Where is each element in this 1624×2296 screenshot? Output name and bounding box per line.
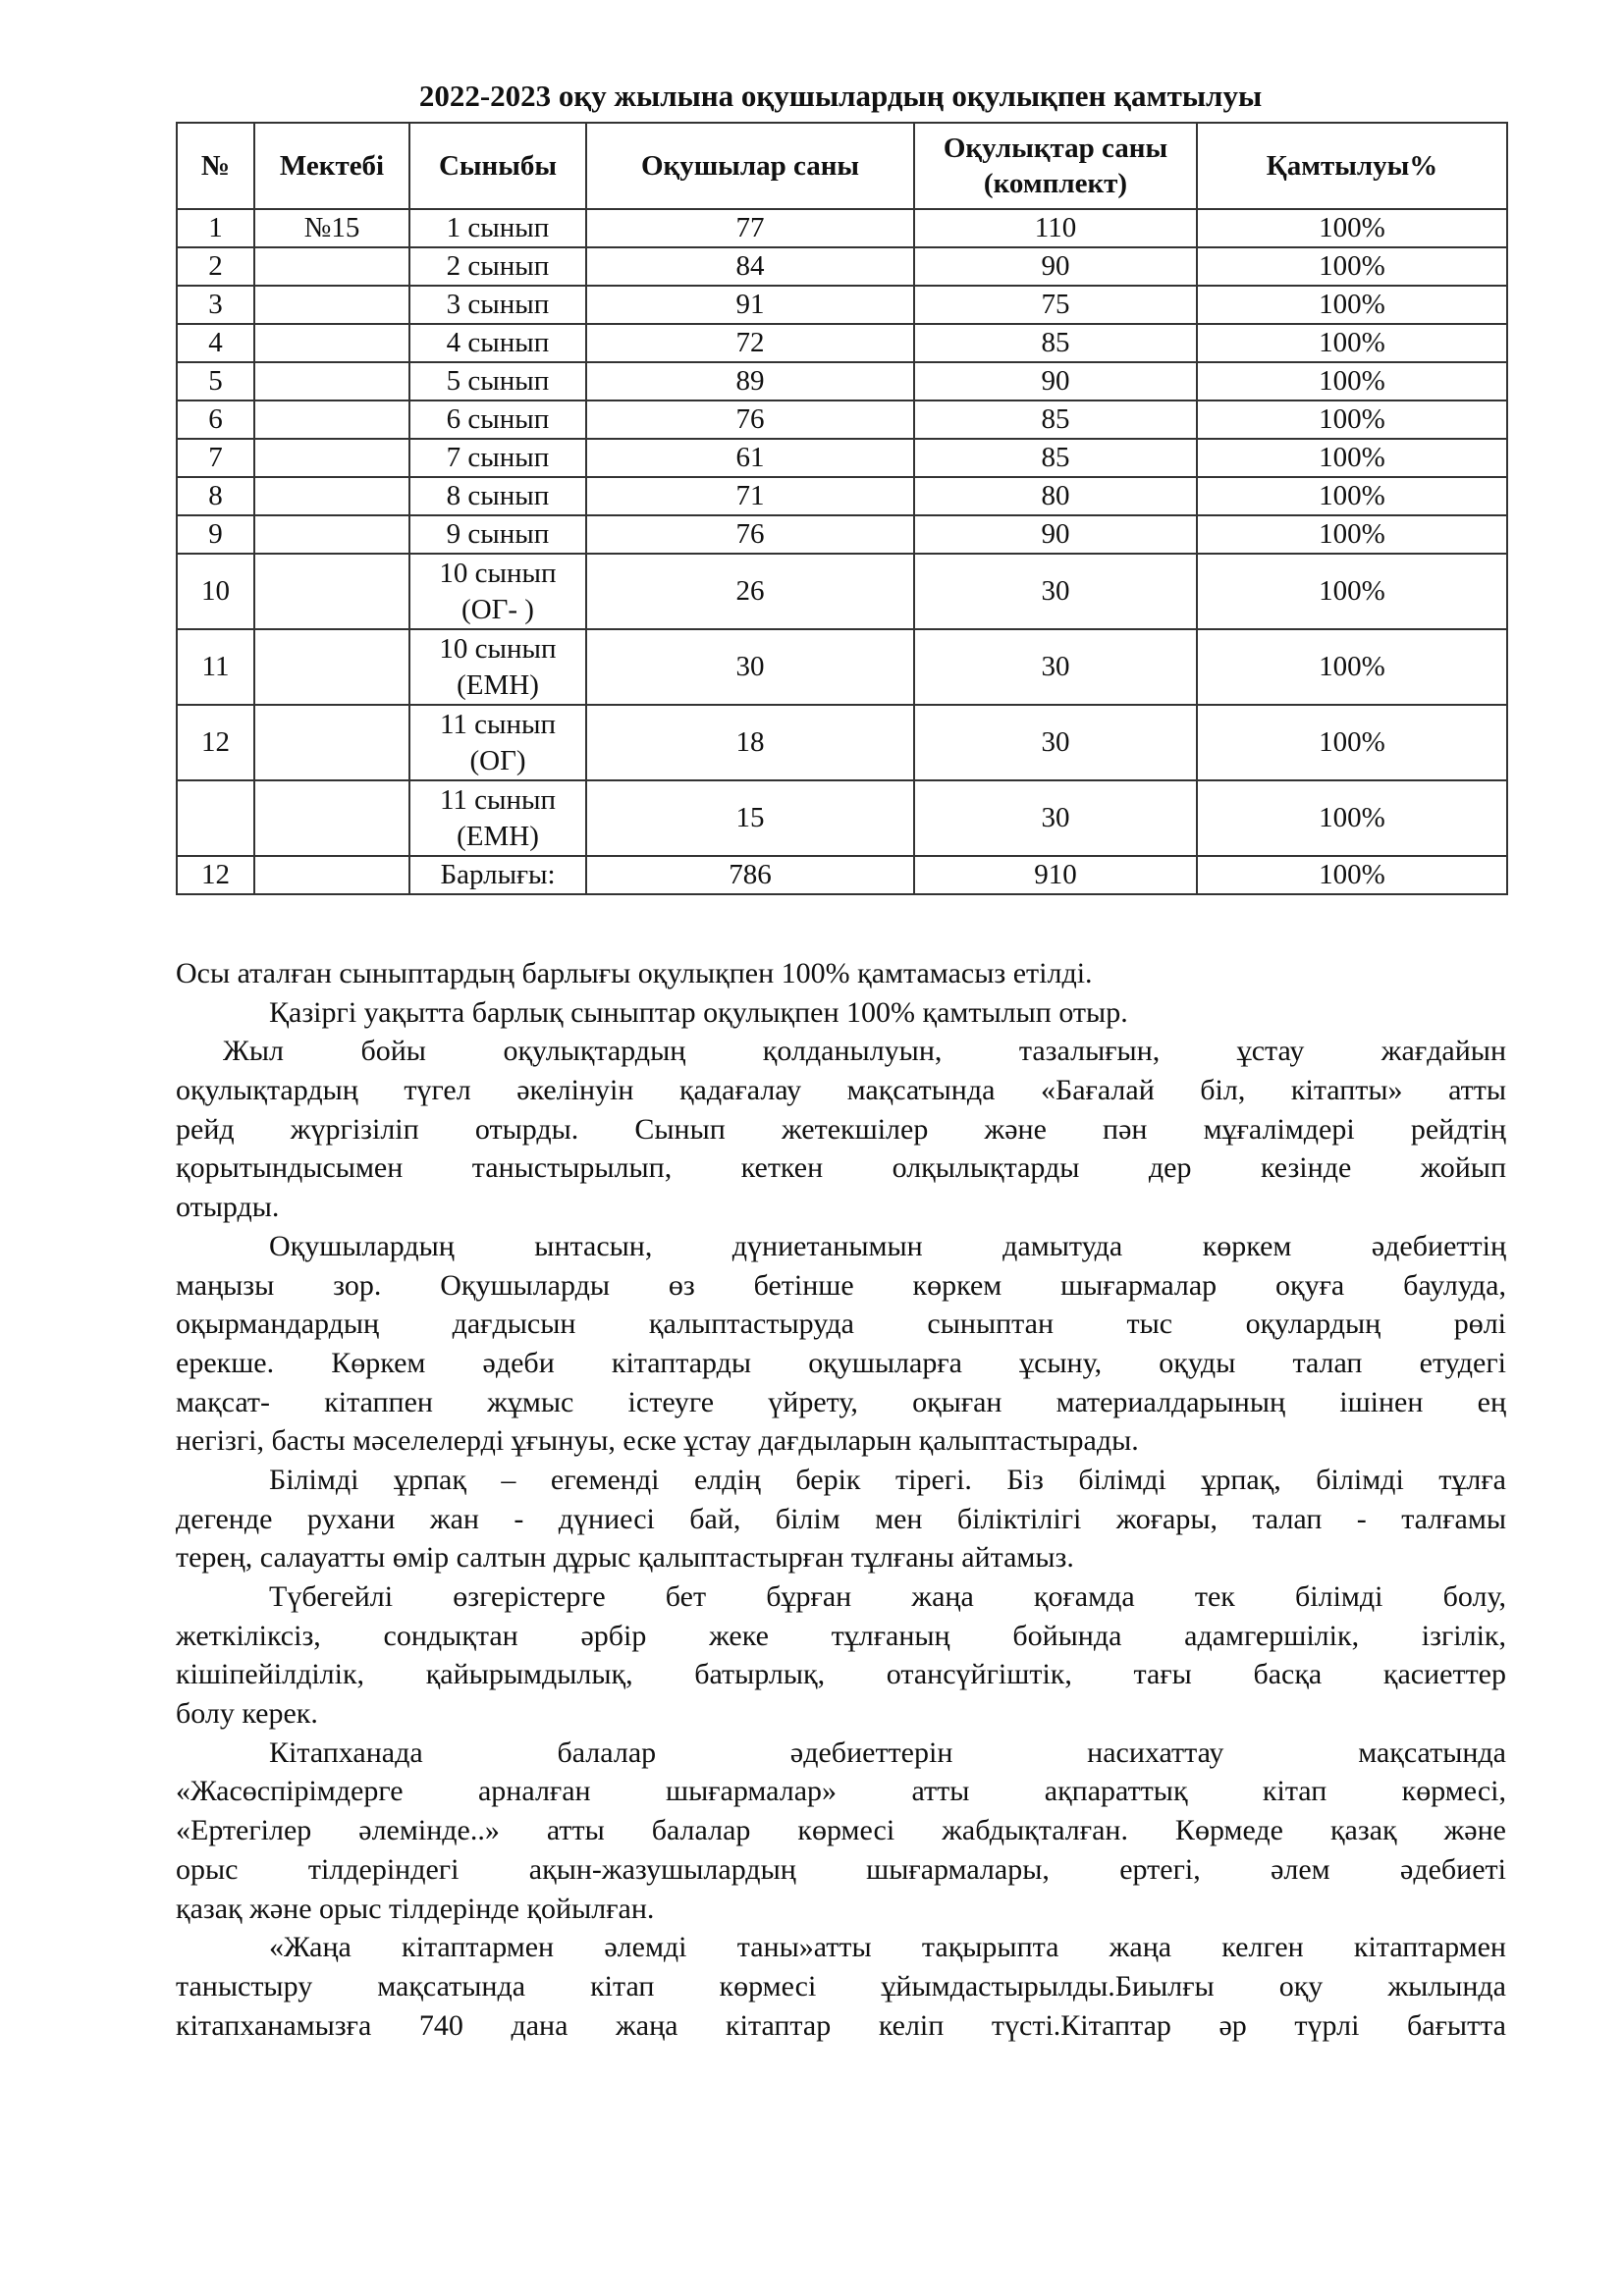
class-line1: 4 сынып: [446, 327, 550, 358]
body-line: Жыл бойы оқулықтардың қолданылуын, тазалығын, ұстау жағдайын: [223, 1035, 1506, 1068]
body-line: ерекше. Көркем әдеби кітаптарды оқушыларға ұсыну, оқуды талап етудегі: [176, 1346, 1506, 1379]
document-title: 2022-2023 оқу жылына оқушылардың оқулықпен қамтылуы: [418, 79, 1263, 113]
body-line: орыс тілдеріндегі ақын-жазушылардың шығармалары, ертегі, әлем әдебиеті: [176, 1852, 1506, 1886]
table-row: [177, 477, 1507, 515]
class-line1: 8 сынып: [446, 480, 550, 511]
cell-students: 77: [586, 209, 914, 247]
cell-school: [254, 629, 409, 705]
cell-coverage: 100%: [1197, 780, 1507, 856]
body-line: рейд жүргізіліп отырды. Сынып жетекшілер және пән мұғалімдері рейдтің: [176, 1112, 1506, 1146]
cell-students: 26: [586, 554, 914, 629]
cell-class: [409, 400, 586, 439]
cell-school: [254, 780, 409, 856]
cell-number: 8: [177, 477, 254, 515]
body-line: мақсат- кітаппен жұмыс істеуге үйрету, оқыған материалдарының ішінен ең: [176, 1385, 1506, 1418]
cell-school: [254, 439, 409, 477]
cell-class: [409, 780, 586, 856]
cell-number: 7: [177, 439, 254, 477]
table-total-row: [177, 856, 1507, 894]
class-line1: 5 сынып: [446, 365, 550, 397]
cell-class: [409, 324, 586, 362]
cell-number: 1: [177, 209, 254, 247]
cell-coverage: 100%: [1197, 324, 1507, 362]
body-line: Осы аталған сыныптардың барлығы оқулықпен 100% қамтамасыз етілді.: [176, 957, 1093, 989]
header-number: №: [177, 123, 254, 209]
cell-coverage: 100%: [1197, 400, 1507, 439]
cell-school: [254, 554, 409, 629]
cell-students: 72: [586, 324, 914, 362]
table-row: [177, 515, 1507, 554]
cell-class: [409, 554, 586, 629]
class-line2: (ЕМН): [457, 820, 539, 852]
cell-number: 10: [177, 554, 254, 629]
cell-school: [254, 400, 409, 439]
cell-books: 85: [914, 439, 1197, 477]
body-line: «Ертегілер әлемінде..» атты балалар көрмесі жабдықталған. Көрмеде қазақ және: [176, 1814, 1506, 1847]
cell-total-label: Барлығы:: [409, 856, 586, 894]
cell-books: 30: [914, 629, 1197, 705]
cell-students: 18: [586, 705, 914, 780]
table-row: [177, 400, 1507, 439]
cell-coverage: 100%: [1197, 856, 1507, 894]
header-books: [914, 123, 1197, 209]
cell-school: [254, 247, 409, 286]
cell-number: 12: [177, 705, 254, 780]
cell-school: [254, 856, 409, 894]
cell-students: 76: [586, 515, 914, 554]
header-class: Сыныбы: [409, 123, 586, 209]
cell-school: [254, 705, 409, 780]
header-school: Мектебі: [254, 123, 409, 209]
body-line: «Жаңа кітаптармен әлемді таны»атты тақырыпта жаңа келген кітаптармен: [269, 1931, 1506, 1964]
body-line: отырды.: [176, 1191, 280, 1224]
cell-class: [409, 362, 586, 400]
body-line: Оқушылардың ынтасын, дүниетанымын дамытуда көркем әдебиеттің: [269, 1229, 1506, 1262]
class-line1: 1 сынып: [446, 212, 550, 243]
cell-coverage: 100%: [1197, 629, 1507, 705]
cell-students: 786: [586, 856, 914, 894]
table-row: [177, 247, 1507, 286]
table-row: [177, 554, 1507, 629]
cell-books: 75: [914, 286, 1197, 324]
cell-students: 61: [586, 439, 914, 477]
body-line: Түбегейлі өзгерістерге бет бұрған жаңа қоғамда тек білімді болу,: [269, 1580, 1506, 1613]
class-line2: (ОГ- ): [461, 593, 534, 625]
class-line2: (ЕМН): [457, 668, 539, 701]
header-students: Оқушылар саны: [586, 123, 914, 209]
body-line: Кітапханада балалар әдебиеттерін насихаттау мақсатында: [269, 1735, 1506, 1769]
cell-school: [254, 286, 409, 324]
cell-students: 76: [586, 400, 914, 439]
header-coverage: Қамтылуы%: [1197, 123, 1507, 209]
cell-class: [409, 477, 586, 515]
cell-class: [409, 515, 586, 554]
cell-coverage: 100%: [1197, 247, 1507, 286]
cell-students: 15: [586, 780, 914, 856]
class-line1: 2 сынып: [446, 250, 550, 282]
cell-coverage: 100%: [1197, 515, 1507, 554]
table-row: [177, 439, 1507, 477]
body-line: таныстыру мақсатында кітап көрмесі ұйымдастырылды.Биылғы оқу жылында: [176, 1969, 1506, 2002]
header-books-line1: Оқулықтар саны: [943, 133, 1168, 164]
cell-number: 11: [177, 629, 254, 705]
class-line2: (ОГ): [469, 744, 526, 776]
class-line1: 6 сынып: [446, 403, 550, 435]
cell-books: 910: [914, 856, 1197, 894]
cell-class: [409, 629, 586, 705]
table-row: [177, 209, 1507, 247]
cell-coverage: 100%: [1197, 554, 1507, 629]
cell-books: 110: [914, 209, 1197, 247]
cell-class: [409, 705, 586, 780]
body-line: болу керек.: [176, 1697, 318, 1731]
cell-class: [409, 209, 586, 247]
cell-coverage: 100%: [1197, 286, 1507, 324]
cell-books: 90: [914, 515, 1197, 554]
body-line: кішіпейілділік, қайырымдылық, батырлық, отансүйгіштік, тағы басқа қасиеттер: [176, 1658, 1506, 1691]
cell-students: 71: [586, 477, 914, 515]
table-row: [177, 324, 1507, 362]
body-text: [176, 954, 1506, 2045]
cell-students: 30: [586, 629, 914, 705]
cell-number: 2: [177, 247, 254, 286]
table-row: [177, 780, 1507, 856]
cell-number: [177, 780, 254, 856]
cell-books: 85: [914, 400, 1197, 439]
body-line: кітапханамызға 740 дана жаңа кітаптар келіп түсті.Кітаптар әр түрлі бағытта: [176, 2008, 1506, 2042]
cell-class: [409, 439, 586, 477]
class-line1: 10 сынып: [439, 632, 557, 665]
cell-class: [409, 247, 586, 286]
cell-school: [254, 477, 409, 515]
cell-students: 91: [586, 286, 914, 324]
cell-students: 89: [586, 362, 914, 400]
body-line: жеткіліксіз, сондықтан әрбір жеке тұлғаның бойында адамгершілік, ізгілік,: [176, 1619, 1506, 1652]
cell-number: 9: [177, 515, 254, 554]
cell-students: 84: [586, 247, 914, 286]
textbook-coverage-table: [176, 122, 1508, 895]
cell-number: 6: [177, 400, 254, 439]
body-line: дегенде рухани жан - дүниесі бай, білім мен біліктілігі жоғары, талап - талғамы: [176, 1502, 1506, 1535]
body-line: терең, салауатты өмір салтын дұрыс қалыптастырған тұлғаны айтамыз.: [176, 1541, 1074, 1575]
cell-school: [254, 362, 409, 400]
cell-coverage: 100%: [1197, 477, 1507, 515]
header-books-line2: (комплект): [983, 168, 1128, 199]
body-line: қазақ және орыс тілдерінде қойылған.: [176, 1892, 655, 1925]
body-line: Қазіргі уақытта барлық сыныптар оқулықпен 100% қамтылып отыр.: [269, 995, 1128, 1029]
cell-number: 4: [177, 324, 254, 362]
body-line: Білімді ұрпақ – егеменді елдің берік тірегі. Біз білімді ұрпақ, білімді тұлға: [269, 1463, 1506, 1496]
class-line1: 9 сынып: [446, 518, 550, 550]
table-row: [177, 705, 1507, 780]
cell-school: №15: [254, 209, 409, 247]
body-line: маңызы зор. Оқушыларды өз бетінше көркем шығармалар оқуға баулуда,: [176, 1268, 1506, 1302]
cell-books: 85: [914, 324, 1197, 362]
cell-coverage: 100%: [1197, 362, 1507, 400]
body-line: оқулықтардың түгел әкелінуін қадағалау мақсатында «Бағалай біл, кітапты» атты: [176, 1074, 1506, 1107]
class-line1: 11 сынып: [439, 783, 557, 816]
table-header-row: [177, 123, 1507, 209]
class-line1: 10 сынып: [439, 557, 557, 589]
class-line1: 11 сынып: [439, 708, 557, 740]
body-line: оқырмандардың дағдысын қалыптастыруда сыныптан тыс оқулардың рөлі: [176, 1308, 1506, 1341]
table-row: [177, 629, 1507, 705]
cell-number: 5: [177, 362, 254, 400]
cell-school: [254, 324, 409, 362]
body-line: қорытындысымен таныстырылып, кеткен олқылықтарды дер кезінде жойып: [176, 1151, 1506, 1185]
cell-books: 30: [914, 554, 1197, 629]
class-line1: 3 сынып: [446, 289, 550, 320]
cell-books: 90: [914, 247, 1197, 286]
body-line: негізгі, басты мәселелерді ұғынуы, еске ұстау дағдыларын қалыптастырады.: [176, 1424, 1139, 1458]
cell-coverage: 100%: [1197, 705, 1507, 780]
cell-number: 12: [177, 856, 254, 894]
cell-number: 3: [177, 286, 254, 324]
body-line: «Жасөспірімдерге арналған шығармалар» атты ақпараттық кітап көрмесі,: [176, 1775, 1506, 1808]
cell-class: [409, 286, 586, 324]
cell-books: 90: [914, 362, 1197, 400]
table-row: [177, 362, 1507, 400]
cell-books: 30: [914, 780, 1197, 856]
cell-books: 80: [914, 477, 1197, 515]
class-line1: 7 сынып: [446, 442, 550, 473]
cell-books: 30: [914, 705, 1197, 780]
cell-school: [254, 515, 409, 554]
cell-coverage: 100%: [1197, 439, 1507, 477]
table-row: [177, 286, 1507, 324]
cell-coverage: 100%: [1197, 209, 1507, 247]
